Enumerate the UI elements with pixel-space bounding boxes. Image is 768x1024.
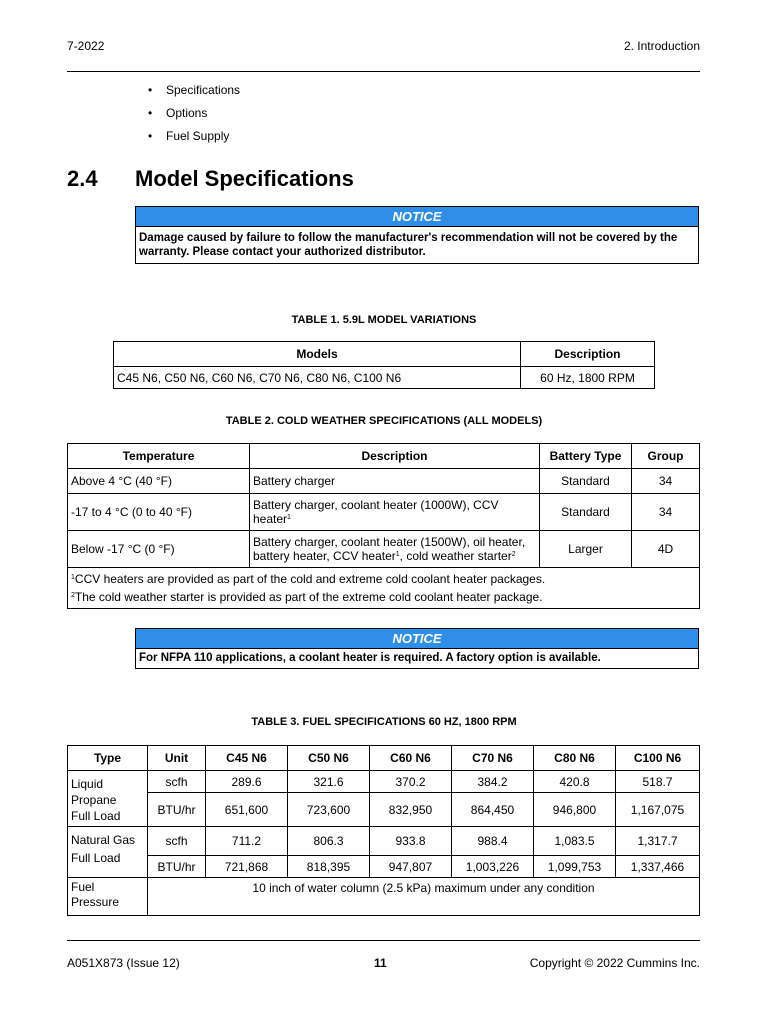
notice-text: Damage caused by failure to follow the manufacturer's recommendation will not be covered by the warranty. Please contact your authorized distributor. [139, 232, 678, 258]
table-cell: 1,317.7 [616, 827, 700, 856]
table-row [68, 494, 700, 531]
notice-label: NOTICE [136, 629, 698, 649]
table-cell: 806.3 [288, 827, 370, 856]
table-header: Description [521, 342, 655, 367]
table-footnotes [68, 568, 700, 609]
table-cell [68, 568, 700, 609]
header-chapter: 2. Introduction [623, 39, 700, 53]
table-cell: Standard [540, 494, 632, 531]
table-cell: Above 4 °C (40 °F) [68, 469, 250, 494]
section-title: Model Specifications [135, 166, 354, 191]
table-cell: 370.2 [370, 771, 452, 793]
notice-label: NOTICE [136, 207, 698, 227]
table-cell: BTU/hr [148, 856, 206, 878]
notice-box [135, 628, 699, 669]
table-caption: TABLE 2. COLD WEATHER SPECIFICATIONS (ALL MODELS) [225, 415, 543, 427]
table-cell: 4D [632, 531, 700, 568]
table-header: Group [632, 444, 700, 469]
table-cell: -17 to 4 °C (0 to 40 °F) [68, 494, 250, 531]
table-cell: 988.4 [452, 827, 534, 856]
table-cell: 1,167,075 [616, 793, 700, 827]
table-cell: 946,800 [534, 793, 616, 827]
header-date: 7-2022 [67, 39, 105, 53]
table-header: Battery Type [540, 444, 632, 469]
table-cell: 34 [632, 494, 700, 531]
list-item: • Specifications [148, 83, 241, 97]
section-number: 2.4 [67, 166, 98, 191]
table-cell: scfh [148, 771, 206, 793]
table-cell: 1,083.5 [534, 827, 616, 856]
cold-weather-table [67, 443, 700, 609]
table-row [68, 793, 700, 827]
list-item: • Fuel Supply [148, 129, 230, 143]
header-rule [67, 71, 700, 72]
table-cell: scfh [148, 827, 206, 856]
table-cell: 1,003,226 [452, 856, 534, 878]
table-cell: 10 inch of water column (2.5 kPa) maximum under any condition [148, 878, 700, 916]
table-header: C100 N6 [616, 746, 700, 771]
table-cell: 420.8 [534, 771, 616, 793]
table-header: Type [68, 746, 148, 771]
table-cell: Natural Gas Full Load [68, 827, 148, 878]
table-header: Models [114, 342, 521, 367]
table-header: Temperature [68, 444, 250, 469]
table-cell: 818,395 [288, 856, 370, 878]
table-cell: 384.2 [452, 771, 534, 793]
table-cell: 518.7 [616, 771, 700, 793]
footer-rule [67, 940, 700, 941]
table-cell: 723,600 [288, 793, 370, 827]
topic-list [148, 82, 240, 151]
table-cell: Below -17 °C (0 °F) [68, 531, 250, 568]
table-header: C70 N6 [452, 746, 534, 771]
table-header: Unit [148, 746, 206, 771]
table-cell: 60 Hz, 1800 RPM [521, 367, 655, 389]
footnote: $^1$CCV heaters are provided as part of the cold and extreme cold coolant heater packages. [71, 572, 546, 586]
table-cell: C45 N6, C50 N6, C60 N6, C70 N6, C80 N6, C100 N6 [114, 367, 521, 389]
table-cell: 864,450 [452, 793, 534, 827]
table-cell: Battery charger, coolant heater (1500W), oil heater, battery heater, CCV heater$^1$, cold weather starter$^2$ [250, 531, 540, 568]
table-cell: Fuel Pressure [68, 878, 148, 916]
footer-document-id: A051X873 (Issue 12) [67, 956, 180, 970]
table-header: C45 N6 [206, 746, 288, 771]
fuel-specifications-table [67, 745, 700, 916]
table-header: C50 N6 [288, 746, 370, 771]
notice-text: For NFPA 110 applications, a coolant heater is required. A factory option is available. [139, 652, 601, 664]
table-caption: TABLE 1. 5.9L MODEL VARIATIONS [291, 314, 477, 326]
table-cell: Battery charger, coolant heater (1000W), CCV heater$^1$ [250, 494, 540, 531]
table-header: C60 N6 [370, 746, 452, 771]
footnote: $^2$The cold weather starter is provided as part of the extreme cold coolant heater package. [71, 590, 543, 604]
table-row [68, 827, 700, 856]
table-cell: Larger [540, 531, 632, 568]
table-header: C80 N6 [534, 746, 616, 771]
table-row [68, 771, 700, 793]
table-row [68, 469, 700, 494]
notice-box [135, 206, 699, 264]
footer-copyright: Copyright © 2022 Cummins Inc. [529, 956, 700, 970]
table-row [68, 856, 700, 878]
model-variations-table [113, 341, 655, 389]
table-cell: 832,950 [370, 793, 452, 827]
list-item: • Options [148, 106, 208, 120]
table-cell: BTU/hr [148, 793, 206, 827]
table-header: Description [250, 444, 540, 469]
table-caption: TABLE 3. FUEL SPECIFICATIONS 60 HZ, 1800 RPM [251, 716, 517, 728]
table-cell: 651,600 [206, 793, 288, 827]
table-cell: Standard [540, 469, 632, 494]
table-cell: Liquid Propane Full Load [68, 771, 148, 827]
table-row [68, 878, 700, 916]
table-cell: Battery charger [250, 469, 540, 494]
table-cell: 1,337,466 [616, 856, 700, 878]
table-cell: 721,868 [206, 856, 288, 878]
table-row [68, 531, 700, 568]
table-cell: 289.6 [206, 771, 288, 793]
table-cell: 947,807 [370, 856, 452, 878]
page-number: 11 [374, 956, 387, 970]
table-cell: 1,099,753 [534, 856, 616, 878]
table-cell: 711.2 [206, 827, 288, 856]
table-cell: 321.6 [288, 771, 370, 793]
table-row [114, 367, 655, 389]
table-cell: 34 [632, 469, 700, 494]
table-cell: 933.8 [370, 827, 452, 856]
